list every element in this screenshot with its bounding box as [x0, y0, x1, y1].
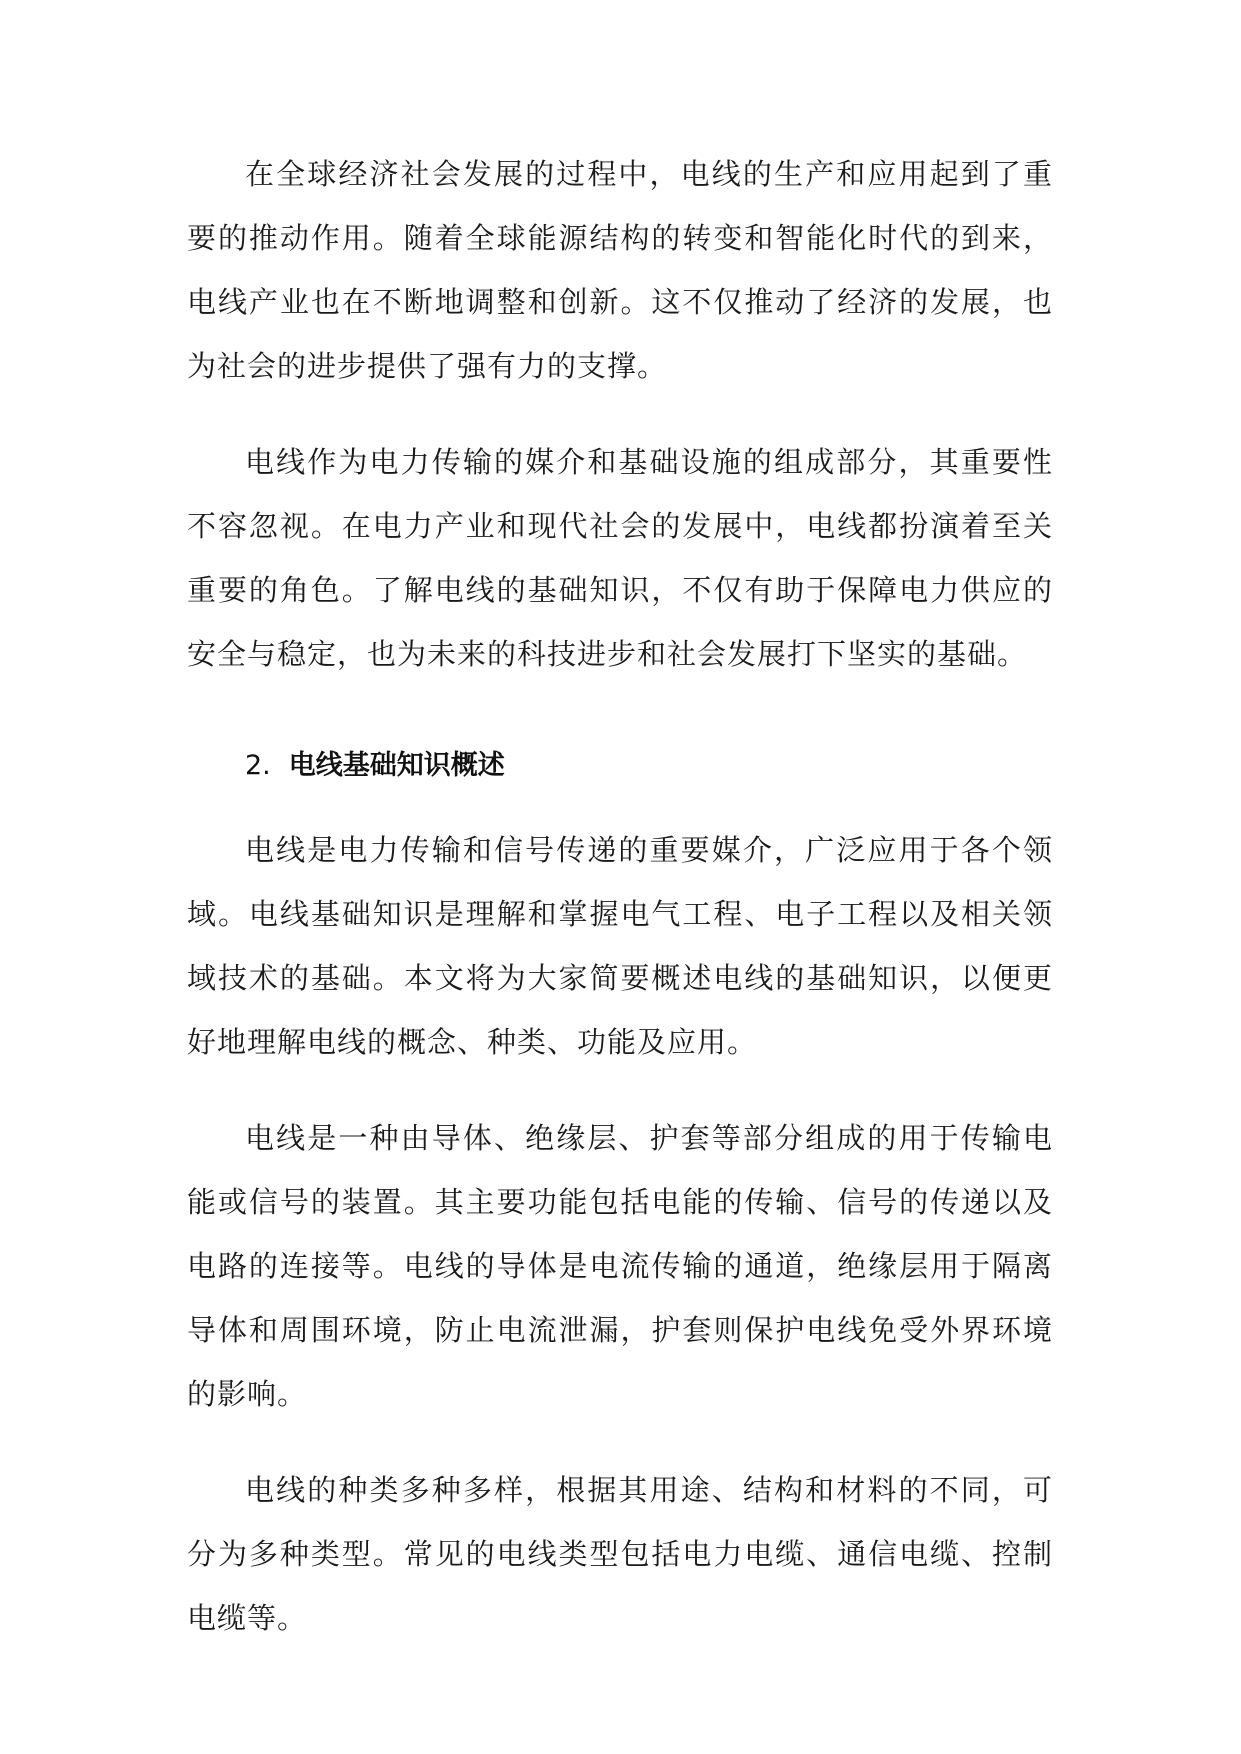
- paragraph-section-2: 电线是一种由导体、绝缘层、护套等部分组成的用于传输电能或信号的装置。其主要功能包括电能的传输、信号的传递以及电路的连接等。电线的导体是电流传输的通道，绝缘层用于隔离导体和周围环境，防止电流泄漏，护套则保护电线免受外界环境的影响。: [187, 1121, 1053, 1411]
- section-heading: [187, 734, 1053, 798]
- paragraph-section-1: 电线是电力传输和信号传递的重要媒介，广泛应用于各个领域。电线基础知识是理解和掌握电气工程、电子工程以及相关领域技术的基础。本文将为大家简要概述电线的基础知识，以便更好地理解电线的概念、种类、功能及应用。: [187, 833, 1053, 1059]
- paragraph-intro-2: 电线作为电力传输的媒介和基础设施的组成部分，其重要性不容忽视。在电力产业和现代社会的发展中，电线都扮演着至关重要的角色。了解电线的基础知识，不仅有助于保障电力供应的安全与稳定，也为未来的科技进步和社会发展打下坚实的基础。: [187, 445, 1053, 671]
- document-body: [187, 142, 1053, 1682]
- paragraph-section-3: 电线的种类多种多样，根据其用途、结构和材料的不同，可分为多种类型。常见的电线类型包括电力电缆、通信电缆、控制电缆等。: [187, 1473, 1053, 1635]
- paragraph-intro-1: 在全球经济社会发展的过程中，电线的生产和应用起到了重要的推动作用。随着全球能源结构的转变和智能化时代的到来，电线产业也在不断地调整和创新。这不仅推动了经济的发展，也为社会的进步提供了强有力的支撑。: [187, 157, 1053, 383]
- section-title: 电线基础知识概述: [288, 750, 505, 781]
- section-number: 2.: [245, 750, 271, 781]
